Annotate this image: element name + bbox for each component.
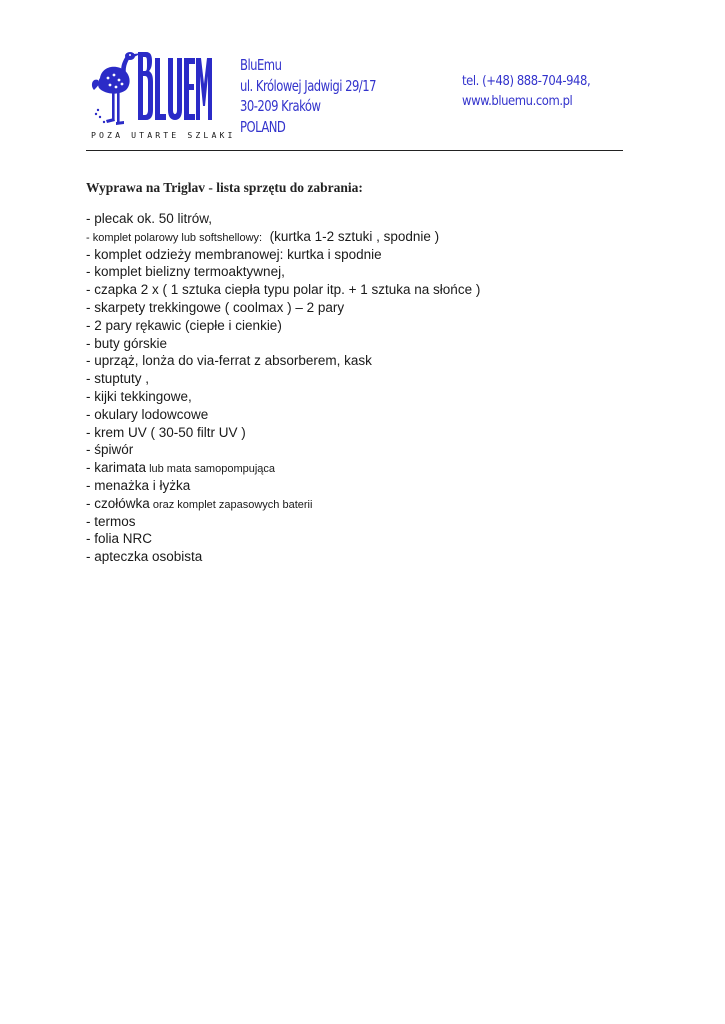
list-item-note: oraz komplet zapasowych baterii: [149, 498, 313, 511]
list-item: [86, 441, 480, 459]
street-address: ul. Królowej Jadwigi 29/17: [240, 76, 376, 95]
list-item: [86, 228, 480, 246]
company-address: [240, 55, 376, 137]
list-item-text: - karimata: [86, 460, 147, 476]
list-item: [86, 530, 480, 548]
list-item: [86, 459, 480, 477]
list-item: [86, 388, 480, 406]
list-item-text: - buty górskie: [86, 335, 168, 351]
list-item-text: - apteczka osobista: [86, 549, 203, 565]
list-item: [86, 210, 480, 228]
header-divider: [86, 150, 623, 151]
list-item-text: - termos: [86, 513, 136, 529]
list-item-text: - folia NRC: [86, 531, 153, 547]
list-item: [86, 406, 480, 424]
list-item-text: - kijki tekkingowe,: [86, 388, 192, 404]
list-item-text: - czołówka: [86, 495, 150, 511]
equipment-list: [86, 210, 480, 566]
list-item-text: - skarpety trekkingowe ( coolmax ) – 2 pary: [86, 299, 345, 315]
list-item-text: - okulary lodowcowe: [86, 406, 209, 422]
list-item: [86, 370, 480, 388]
list-item: [86, 335, 480, 353]
list-item: [86, 317, 480, 335]
list-item: [86, 513, 480, 531]
list-item-text: - uprząż, lonża do via-ferrat z absorberem, kask: [86, 353, 372, 369]
list-item: [86, 281, 480, 299]
list-item-text: - śpiwór: [86, 442, 134, 458]
country: POLAND: [240, 117, 286, 136]
list-item-text: - krem UV ( 30-50 filtr UV ): [86, 424, 246, 440]
list-item-note: lub mata samopompująca: [146, 463, 276, 476]
list-item-text: - komplet odzieży membranowej: kurtka i spodnie: [86, 246, 382, 262]
document-title: Wyprawa na Triglav - lista sprzętu do zabrania:: [86, 180, 363, 195]
company-contact: [462, 71, 590, 111]
list-item-note: - komplet polarowy lub softshellowy:: [86, 231, 263, 244]
list-item-text: - stuptuty ,: [86, 371, 150, 387]
list-item: [86, 352, 480, 370]
phone-number: tel. (+48) 888-704-948,: [462, 73, 591, 89]
list-item-text: - plecak ok. 50 litrów,: [86, 211, 213, 226]
list-item: [86, 477, 480, 495]
city-postcode: 30-209 Kraków: [240, 97, 321, 115]
list-item-text: - menażka i łyżka: [86, 477, 191, 493]
list-item-text: - 2 pary rękawic (ciepłe i cienkie): [86, 317, 282, 333]
logo-tagline: POZA UTARTE SZLAKI: [91, 130, 236, 140]
list-item: [86, 246, 480, 264]
bluemu-logo: [86, 44, 236, 144]
list-item: [86, 495, 480, 513]
list-item: [86, 424, 480, 442]
website-link[interactable]: www.bluemu.com.pl: [462, 93, 573, 109]
company-name: BluEmu: [240, 56, 282, 74]
list-item: [86, 263, 480, 281]
emu-bird-icon: [86, 44, 236, 144]
list-item-text: - komplet bielizny termoaktywnej,: [86, 264, 285, 280]
list-item-text: - czapka 2 x ( 1 sztuka ciepła typu polar itp. + 1 sztuka na słońce ): [86, 282, 481, 298]
list-item: [86, 299, 480, 317]
list-item: [86, 548, 480, 566]
list-item-text: (kurtka 1-2 sztuki , spodnie ): [262, 228, 440, 244]
